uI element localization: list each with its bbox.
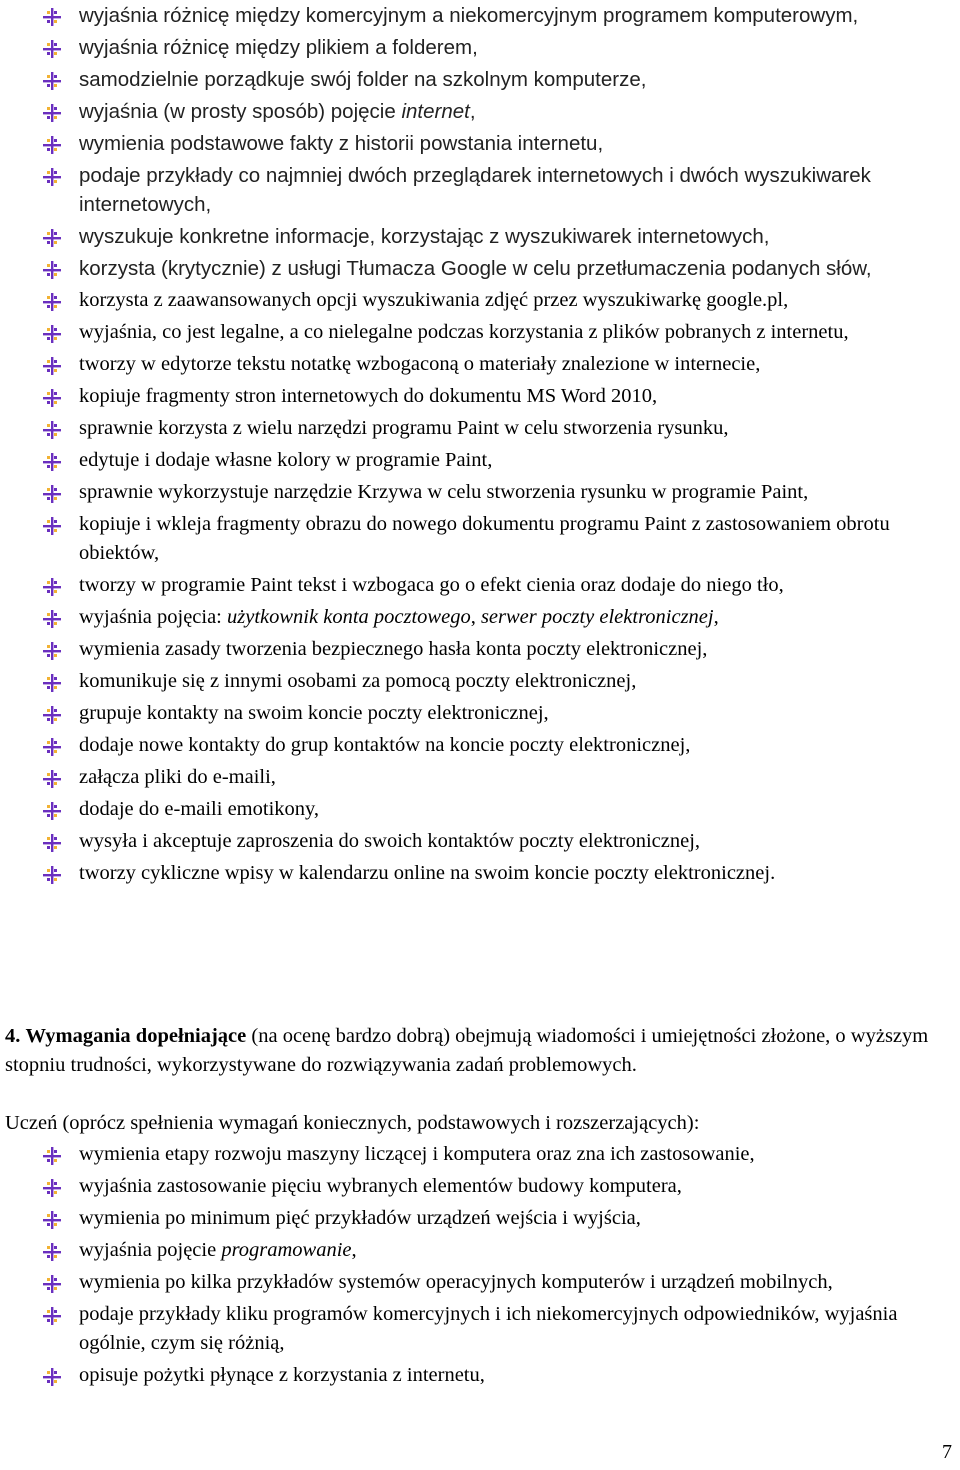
four-leaf-bullet-icon: [42, 577, 62, 597]
list-item-text: [79, 97, 954, 126]
four-leaf-bullet-icon: [42, 1146, 62, 1166]
section-4-intro: Uczeń (oprócz spełnienia wymagań koniecznych, podstawowych i rozszerzających):: [5, 1112, 700, 1134]
list-item-text: [79, 254, 954, 283]
list-item-text: [79, 635, 954, 664]
text-segment: opisuje pożytki płynące z korzystania z internetu,: [79, 1364, 485, 1386]
list-item-text: [79, 318, 954, 347]
requirements-list-2: [0, 1140, 960, 1393]
list-item-text: [79, 571, 954, 600]
section-number: 4.: [5, 1025, 21, 1047]
four-leaf-bullet-icon: [42, 260, 62, 280]
text-segment: tworzy cykliczne wpisy w kalendarzu online na swoim koncie poczty elektronicznej.: [79, 862, 776, 884]
four-leaf-bullet-icon: [42, 1242, 62, 1262]
list-item-text: [79, 510, 954, 568]
list-item-text: [79, 446, 954, 475]
text-segment: wymienia podstawowe fakty z historii powstania internetu,: [79, 132, 604, 155]
list-item: [0, 33, 960, 62]
text-segment: ,: [469, 100, 476, 123]
section-4-paragraph: [5, 1022, 950, 1080]
italic-term: internet: [401, 100, 470, 123]
list-item: [0, 859, 960, 888]
list-item-text: [79, 414, 954, 443]
four-leaf-bullet-icon: [42, 865, 62, 885]
four-leaf-bullet-icon: [42, 228, 62, 248]
list-item: [0, 129, 960, 158]
list-item-text: [79, 33, 954, 62]
list-item-text: [79, 1300, 954, 1358]
list-item: [0, 97, 960, 126]
list-item: [0, 318, 960, 347]
list-item: [0, 350, 960, 379]
four-leaf-bullet-icon: [42, 452, 62, 472]
four-leaf-bullet-icon: [42, 420, 62, 440]
list-item-text: [79, 699, 954, 728]
text-segment: ,: [351, 1239, 357, 1261]
text-segment: załącza pliki do e-maili,: [79, 766, 276, 788]
text-segment: ,: [470, 606, 481, 628]
list-item: [0, 382, 960, 411]
text-segment: sprawnie wykorzystuje narzędzie Krzywa w celu stworzenia rysunku w programie Paint,: [79, 481, 809, 503]
four-leaf-bullet-icon: [42, 356, 62, 376]
four-leaf-bullet-icon: [42, 705, 62, 725]
text-segment: podaje przykłady kliku programów komercyjnych i ich niekomercyjnych odpowiedników, wyjaśnia ogólnie, czym się różnią,: [79, 1303, 898, 1354]
list-item-text: [79, 1204, 954, 1233]
four-leaf-bullet-icon: [42, 833, 62, 853]
four-leaf-bullet-icon: [42, 39, 62, 59]
list-item-text: [79, 222, 954, 251]
four-leaf-bullet-icon: [42, 801, 62, 821]
text-segment: wyjaśnia pojęcie: [79, 1239, 222, 1261]
text-segment: dodaje nowe kontakty do grup kontaktów na koncie poczty elektronicznej,: [79, 734, 691, 756]
section-body: (na ocenę bardzo dobrą) obejmują wiadomości i umiejętności złożone, o wyższym stopniu trudności, wykorzystywane do rozwiązywania zadań problemowych.: [5, 1025, 929, 1076]
text-segment: dodaje do e-maili emotikony,: [79, 798, 320, 820]
list-item-text: [79, 667, 954, 696]
list-item: [0, 1172, 960, 1201]
text-segment: wymienia etapy rozwoju maszyny liczącej i komputera oraz zna ich zastosowanie,: [79, 1143, 755, 1165]
section-heading: Wymagania dopełniające: [25, 1025, 247, 1047]
four-leaf-bullet-icon: [42, 1367, 62, 1387]
text-segment: tworzy w edytorze tekstu notatkę wzbogaconą o materiały znalezione w internecie,: [79, 353, 761, 375]
four-leaf-bullet-icon: [42, 7, 62, 27]
list-item: [0, 795, 960, 824]
list-item: [0, 478, 960, 507]
text-segment: wyjaśnia zastosowanie pięciu wybranych elementów budowy komputera,: [79, 1175, 682, 1197]
four-leaf-bullet-icon: [42, 135, 62, 155]
list-item-text: [79, 859, 954, 888]
four-leaf-bullet-icon: [42, 103, 62, 123]
four-leaf-bullet-icon: [42, 516, 62, 536]
list-item-text: [79, 827, 954, 856]
list-item: [0, 1204, 960, 1233]
list-item: [0, 827, 960, 856]
requirements-list-1: [0, 1, 960, 891]
list-item-text: [79, 1361, 954, 1390]
italic-term: użytkownik konta pocztowego: [227, 606, 471, 628]
list-item: [0, 763, 960, 792]
list-item-text: [79, 286, 954, 315]
list-item-text: [79, 382, 954, 411]
text-segment: podaje przykłady co najmniej dwóch przeglądarek internetowych i dwóch wyszukiwarek internetowych,: [79, 164, 871, 216]
four-leaf-bullet-icon: [42, 769, 62, 789]
text-segment: wyjaśnia, co jest legalne, a co nielegalne podczas korzystania z plików pobranych z internetu,: [79, 321, 849, 343]
list-item: [0, 603, 960, 632]
text-segment: ,: [713, 606, 719, 628]
text-segment: wyjaśnia różnicę między komercyjnym a niekomercyjnym programem komputerowym,: [79, 4, 859, 27]
four-leaf-bullet-icon: [42, 1210, 62, 1230]
list-item-text: [79, 1236, 954, 1265]
list-item-text: [79, 161, 954, 219]
text-segment: tworzy w programie Paint tekst i wzbogaca go o efekt cienia oraz dodaje do niego tło,: [79, 574, 784, 596]
text-segment: korzysta (krytycznie) z usługi Tłumacza Google w celu przetłumaczenia podanych słów,: [79, 257, 872, 280]
four-leaf-bullet-icon: [42, 609, 62, 629]
list-item: [0, 510, 960, 568]
text-segment: wymienia zasady tworzenia bezpiecznego hasła konta poczty elektronicznej,: [79, 638, 708, 660]
list-item-text: [79, 795, 954, 824]
list-item: [0, 1140, 960, 1169]
text-segment: wymienia po kilka przykładów systemów operacyjnych komputerów i urządzeń mobilnych,: [79, 1271, 833, 1293]
list-item: [0, 222, 960, 251]
italic-term: programowanie: [221, 1239, 352, 1261]
list-item: [0, 1268, 960, 1297]
list-item: [0, 65, 960, 94]
list-item: [0, 731, 960, 760]
list-item-text: [79, 1268, 954, 1297]
list-item-text: [79, 731, 954, 760]
four-leaf-bullet-icon: [42, 737, 62, 757]
text-segment: sprawnie korzysta z wielu narzędzi programu Paint w celu stworzenia rysunku,: [79, 417, 729, 439]
text-segment: grupuje kontakty na swoim koncie poczty elektronicznej,: [79, 702, 549, 724]
text-segment: komunikuje się z innymi osobami za pomocą poczty elektronicznej,: [79, 670, 637, 692]
four-leaf-bullet-icon: [42, 1306, 62, 1326]
list-item-text: [79, 763, 954, 792]
text-segment: kopiuje fragmenty stron internetowych do dokumentu MS Word 2010,: [79, 385, 658, 407]
list-item-text: [79, 129, 954, 158]
text-segment: wysyła i akceptuje zaproszenia do swoich kontaktów poczty elektronicznej,: [79, 830, 701, 852]
text-segment: wyjaśnia różnicę między plikiem a folderem,: [79, 36, 478, 59]
list-item: [0, 446, 960, 475]
text-segment: wyjaśnia (w prosty sposób) pojęcie: [79, 100, 402, 123]
text-segment: kopiuje i wkleja fragmenty obrazu do nowego dokumentu programu Paint z zastosowaniem obrotu obiektów,: [79, 513, 890, 564]
list-item: [0, 1236, 960, 1265]
four-leaf-bullet-icon: [42, 641, 62, 661]
list-item: [0, 667, 960, 696]
four-leaf-bullet-icon: [42, 388, 62, 408]
text-segment: edytuje i dodaje własne kolory w programie Paint,: [79, 449, 493, 471]
four-leaf-bullet-icon: [42, 484, 62, 504]
list-item: [0, 635, 960, 664]
four-leaf-bullet-icon: [42, 1178, 62, 1198]
four-leaf-bullet-icon: [42, 71, 62, 91]
four-leaf-bullet-icon: [42, 673, 62, 693]
list-item: [0, 1361, 960, 1390]
list-item: [0, 1, 960, 30]
list-item-text: [79, 1172, 954, 1201]
list-item-text: [79, 1, 954, 30]
list-item: [0, 161, 960, 219]
list-item-text: [79, 478, 954, 507]
list-item-text: [79, 1140, 954, 1169]
text-segment: wymienia po minimum pięć przykładów urządzeń wejścia i wyjścia,: [79, 1207, 641, 1229]
text-segment: samodzielnie porządkuje swój folder na szkolnym komputerze,: [79, 68, 647, 91]
list-item: [0, 571, 960, 600]
text-segment: wyjaśnia pojęcia:: [79, 606, 228, 628]
page-number: 7: [942, 1441, 952, 1463]
list-item: [0, 1300, 960, 1358]
list-item-text: [79, 65, 954, 94]
four-leaf-bullet-icon: [42, 292, 62, 312]
italic-term: serwer poczty elektronicznej: [480, 606, 714, 628]
list-item: [0, 286, 960, 315]
four-leaf-bullet-icon: [42, 324, 62, 344]
four-leaf-bullet-icon: [42, 1274, 62, 1294]
text-segment: wyszukuje konkretne informacje, korzystając z wyszukiwarek internetowych,: [79, 225, 770, 248]
four-leaf-bullet-icon: [42, 167, 62, 187]
list-item-text: [79, 350, 954, 379]
list-item-text: [79, 603, 954, 632]
text-segment: korzysta z zaawansowanych opcji wyszukiwania zdjęć przez wyszukiwarkę google.pl,: [79, 289, 789, 311]
list-item: [0, 414, 960, 443]
list-item: [0, 699, 960, 728]
list-item: [0, 254, 960, 283]
